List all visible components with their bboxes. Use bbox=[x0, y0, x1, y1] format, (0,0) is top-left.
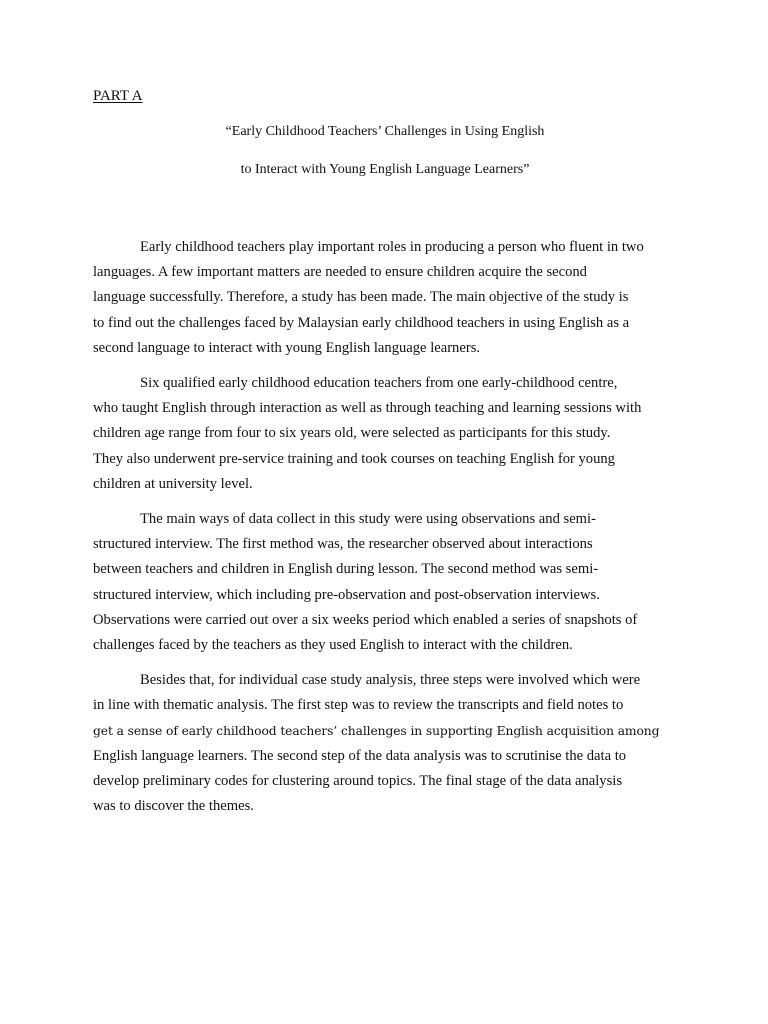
paragraph-line: in line with thematic analysis. The first step was to review the transcripts and field notes to bbox=[93, 697, 624, 714]
part-label: PART A bbox=[93, 88, 143, 104]
paragraph-line: Early childhood teachers play important roles in producing a person who fluent in two bbox=[140, 239, 644, 255]
paragraph-line: The main ways of data collect in this study were using observations and semi- bbox=[140, 511, 596, 528]
paragraph-line: languages. A few important matters are needed to ensure children acquire the second bbox=[93, 264, 587, 281]
paragraph-line: second language to interact with young English language learners. bbox=[93, 339, 481, 356]
paragraph-3 bbox=[93, 507, 677, 658]
paragraph-line: They also underwent pre-service training and took courses on teaching English for young bbox=[93, 450, 615, 467]
paragraph-line: structured interview. The first method was, the researcher observed about interactions bbox=[93, 536, 593, 553]
paragraph-line: language successfully. Therefore, a study has been made. The main objective of the study is bbox=[93, 289, 629, 306]
paragraph-line: who taught English through interaction as well as through teaching and learning sessions with bbox=[93, 400, 642, 417]
paragraph-line: structured interview, which including pre-observation and post-observation interviews. bbox=[93, 586, 600, 603]
paragraph-line: children age range from four to six years old, were selected as participants for this study. bbox=[93, 425, 611, 442]
paragraph-line: was to discover the themes. bbox=[93, 798, 254, 815]
paragraph-1 bbox=[93, 235, 677, 361]
paragraph-line: English language learners. The second step of the data analysis was to scrutinise the data to bbox=[93, 747, 627, 764]
paragraph-4 bbox=[93, 668, 677, 819]
paragraph-line: Besides that, for individual case study analysis, three steps were involved which were bbox=[140, 672, 641, 689]
paragraph-line: Observations were carried out over a six weeks period which enabled a series of snapshots of bbox=[93, 611, 638, 628]
paragraph-line: Six qualified early childhood education teachers from one early-childhood centre, bbox=[140, 375, 618, 392]
paragraph-line: challenges faced by the teachers as they used English to interact with the children. bbox=[93, 637, 573, 654]
paragraph-line: get a sense of early childhood teachers’ challenges in supporting English acquisition among bbox=[93, 723, 660, 738]
paragraph-line: to find out the challenges faced by Malaysian early childhood teachers in using English as a bbox=[93, 314, 630, 331]
document-body bbox=[93, 235, 677, 829]
title-line-1: “Early Childhood Teachers’ Challenges in Using English bbox=[225, 124, 545, 139]
paragraph-line: children at university level. bbox=[93, 475, 253, 492]
paragraph-2 bbox=[93, 371, 677, 497]
paragraph-line: develop preliminary codes for clustering around topics. The final stage of the data analysis bbox=[93, 773, 622, 790]
title-line-2: to Interact with Young English Language Learners” bbox=[240, 162, 530, 177]
paragraph-line: between teachers and children in English during lesson. The second method was semi- bbox=[93, 561, 599, 578]
